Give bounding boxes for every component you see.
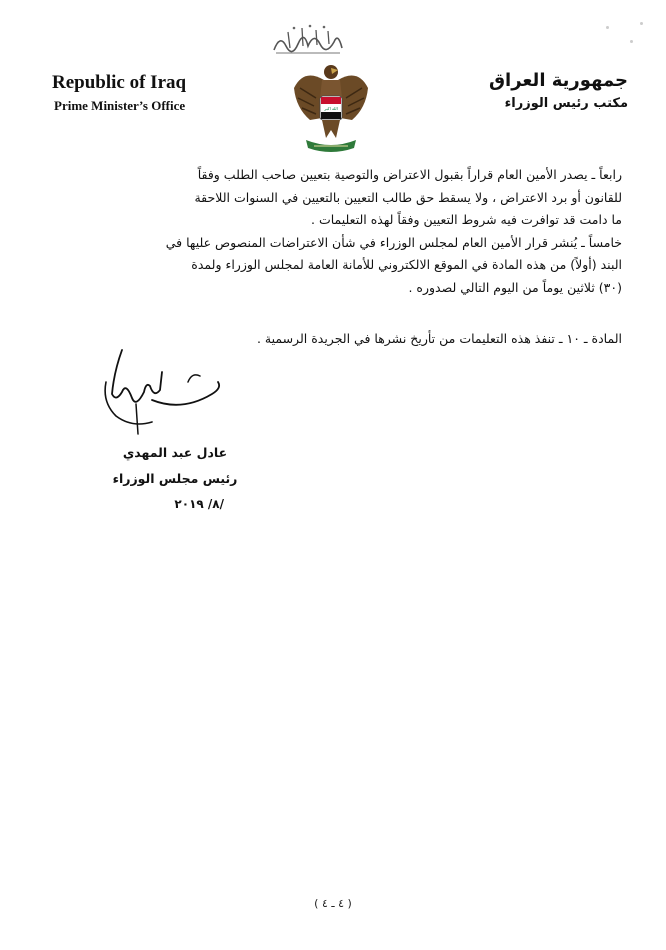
paragraph-4-line-2: للقانون أو برد الاعتراض ، ولا يسقط حق طالب التعيين بالتعيين في السنوات اللاحقة — [194, 189, 622, 205]
handwritten-signature — [92, 342, 232, 442]
basmala-calligraphy — [268, 20, 348, 60]
document-body — [52, 164, 622, 300]
iraq-coat-of-arms-icon — [286, 58, 376, 158]
paragraph-5-line-3: (٣٠) ثلاثين يوماً من اليوم التالي لصدوره . — [408, 279, 622, 295]
scan-dot — [640, 22, 643, 25]
office-name-english: Prime Minister’s Office — [54, 98, 186, 113]
signature-block — [100, 440, 250, 516]
page-number: ( ٤ ـ ٤ ) — [314, 897, 352, 910]
signature-date: /٨/ ٢٠١٩ — [174, 497, 224, 511]
paragraph-5-line-1: خامساً ـ يُنشر قرار الأمين العام لمجلس الوزراء في شأن الاعتراضات المنصوص عليها في — [165, 234, 622, 250]
article-10: المادة ـ ١٠ ـ تنفذ هذه التعليمات من تأريخ نشرها في الجريدة الرسمية . — [256, 331, 622, 346]
office-name-arabic: مكتب رئيس الوزراء — [504, 96, 628, 111]
signatory-name: عادل عبد المهدي — [122, 445, 228, 460]
paragraph-4-line-3: ما دامت قد توافرت فيه شروط التعيين وفقاً لهذه التعليمات . — [311, 212, 622, 228]
paragraph-4-line-1: رابعاً ـ يصدر الأمين العام قراراً بقبول الاعتراض والتوصية بتعيين صاحب الطلب وفقاً — [197, 167, 622, 182]
country-name-english: Republic of Iraq — [52, 72, 187, 93]
signatory-title: رئيس مجلس الوزراء — [112, 471, 238, 486]
svg-text:الله اكبر: الله اكبر — [324, 106, 338, 111]
country-name-arabic: جمهورية العراق — [488, 70, 628, 91]
header-arabic — [418, 70, 628, 114]
paragraph-5-line-2: البند (أولاً) من هذه المادة في الموقع الالكتروني للأمانة العامة لمجلس الوزراء ولمدة — [191, 257, 622, 273]
scan-dot — [606, 26, 609, 29]
scan-dot — [630, 40, 633, 43]
header-english — [52, 72, 282, 116]
